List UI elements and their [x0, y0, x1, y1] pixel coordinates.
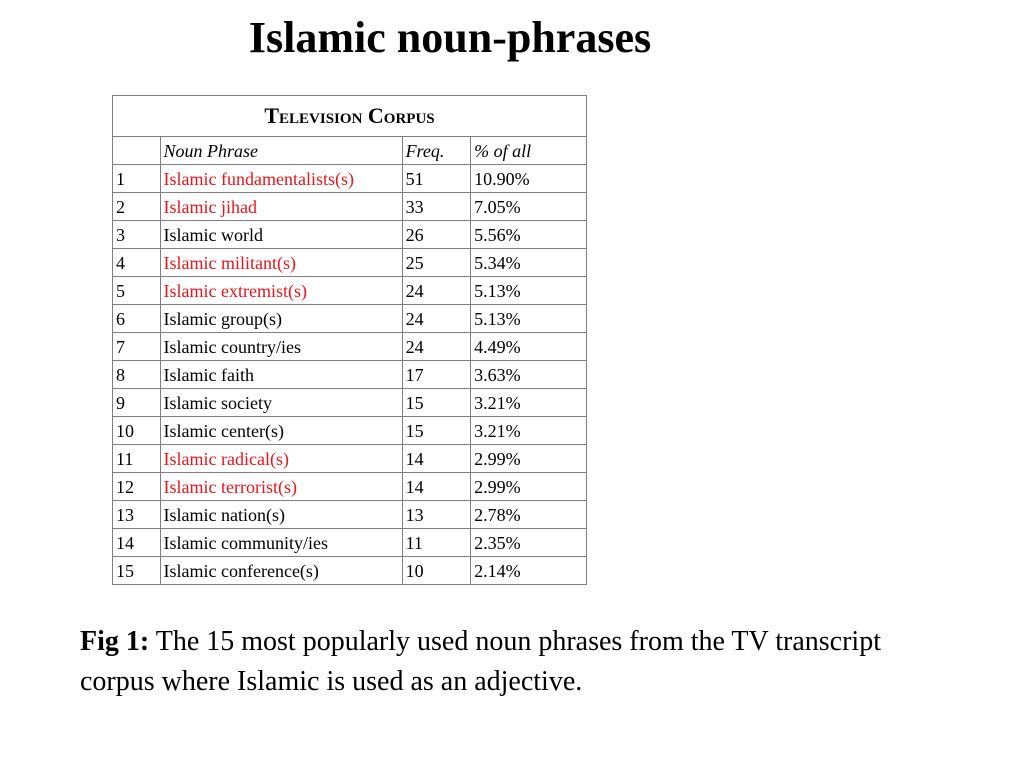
table-row — [113, 221, 587, 249]
table-row — [113, 557, 587, 585]
row-percent-cell: 2.99% — [471, 473, 587, 501]
row-noun-phrase-cell: Islamic group(s) — [160, 305, 402, 333]
table-row — [113, 473, 587, 501]
table-row — [113, 361, 587, 389]
row-freq-cell: 14 — [402, 445, 471, 473]
row-freq-cell: 15 — [402, 417, 471, 445]
row-percent-cell: 3.21% — [471, 417, 587, 445]
row-percent-cell: 5.56% — [471, 221, 587, 249]
table-row — [113, 305, 587, 333]
header-noun-phrase: Noun Phrase — [160, 137, 402, 165]
row-index-cell: 10 — [113, 417, 161, 445]
row-percent-cell: 4.49% — [471, 333, 587, 361]
row-noun-phrase-cell: Islamic faith — [160, 361, 402, 389]
row-freq-cell: 15 — [402, 389, 471, 417]
row-freq-cell: 24 — [402, 277, 471, 305]
figure-caption-label: Fig 1: — [80, 626, 150, 657]
row-index-cell: 13 — [113, 501, 161, 529]
row-index-cell: 3 — [113, 221, 161, 249]
row-index-cell: 12 — [113, 473, 161, 501]
row-freq-cell: 13 — [402, 501, 471, 529]
slide-title: Islamic noun-phrases — [248, 13, 652, 62]
table-row — [113, 277, 587, 305]
row-noun-phrase-cell: Islamic country/ies — [160, 333, 402, 361]
table-row — [113, 193, 587, 221]
row-index-cell: 7 — [113, 333, 161, 361]
row-noun-phrase-cell: Islamic terrorist(s) — [160, 473, 402, 501]
row-noun-phrase-cell: Islamic radical(s) — [160, 445, 402, 473]
row-percent-cell: 2.99% — [471, 445, 587, 473]
row-noun-phrase-cell: Islamic extremist(s) — [160, 277, 402, 305]
table-row — [113, 501, 587, 529]
row-index-cell: 9 — [113, 389, 161, 417]
row-noun-phrase-cell: Islamic jihad — [160, 193, 402, 221]
row-noun-phrase-cell: Islamic fundamentalists(s) — [160, 165, 402, 193]
row-freq-cell: 11 — [402, 529, 471, 557]
row-index-cell: 6 — [113, 305, 161, 333]
table-row — [113, 445, 587, 473]
row-freq-cell: 25 — [402, 249, 471, 277]
row-freq-cell: 51 — [402, 165, 471, 193]
row-noun-phrase-cell: Islamic community/ies — [160, 529, 402, 557]
header-percent: % of all — [471, 137, 587, 165]
table-caption-text: Television Corpus — [264, 102, 435, 128]
row-freq-cell: 26 — [402, 221, 471, 249]
table-row — [113, 249, 587, 277]
row-percent-cell: 2.14% — [471, 557, 587, 585]
row-percent-cell: 2.35% — [471, 529, 587, 557]
row-percent-cell: 3.63% — [471, 361, 587, 389]
header-index — [113, 137, 161, 165]
row-freq-cell: 17 — [402, 361, 471, 389]
row-noun-phrase-cell: Islamic society — [160, 389, 402, 417]
row-freq-cell: 24 — [402, 305, 471, 333]
row-index-cell: 1 — [113, 165, 161, 193]
row-index-cell: 11 — [113, 445, 161, 473]
table-row — [113, 529, 587, 557]
row-percent-cell: 3.21% — [471, 389, 587, 417]
figure-caption — [80, 622, 940, 702]
television-corpus-table — [112, 95, 587, 585]
table-row — [113, 417, 587, 445]
table-header-row — [113, 137, 587, 165]
row-freq-cell: 33 — [402, 193, 471, 221]
row-index-cell: 15 — [113, 557, 161, 585]
row-percent-cell: 5.13% — [471, 277, 587, 305]
row-freq-cell: 10 — [402, 557, 471, 585]
row-freq-cell: 24 — [402, 333, 471, 361]
header-freq: Freq. — [402, 137, 471, 165]
row-noun-phrase-cell: Islamic center(s) — [160, 417, 402, 445]
table-body — [113, 165, 587, 585]
table-row — [113, 389, 587, 417]
row-index-cell: 8 — [113, 361, 161, 389]
table-caption-row — [113, 96, 587, 137]
figure-caption-text: The 15 most popularly used noun phrases from the TV transcript corpus where Islamic is used as an adjective. — [80, 626, 881, 697]
row-percent-cell: 5.13% — [471, 305, 587, 333]
row-noun-phrase-cell: Islamic militant(s) — [160, 249, 402, 277]
row-percent-cell: 10.90% — [471, 165, 587, 193]
row-index-cell: 5 — [113, 277, 161, 305]
table-row — [113, 333, 587, 361]
table-row — [113, 165, 587, 193]
row-noun-phrase-cell: Islamic conference(s) — [160, 557, 402, 585]
row-percent-cell: 7.05% — [471, 193, 587, 221]
row-index-cell: 4 — [113, 249, 161, 277]
row-index-cell: 2 — [113, 193, 161, 221]
row-percent-cell: 2.78% — [471, 501, 587, 529]
row-index-cell: 14 — [113, 529, 161, 557]
table-caption — [113, 96, 587, 137]
row-noun-phrase-cell: Islamic world — [160, 221, 402, 249]
row-freq-cell: 14 — [402, 473, 471, 501]
row-noun-phrase-cell: Islamic nation(s) — [160, 501, 402, 529]
row-percent-cell: 5.34% — [471, 249, 587, 277]
